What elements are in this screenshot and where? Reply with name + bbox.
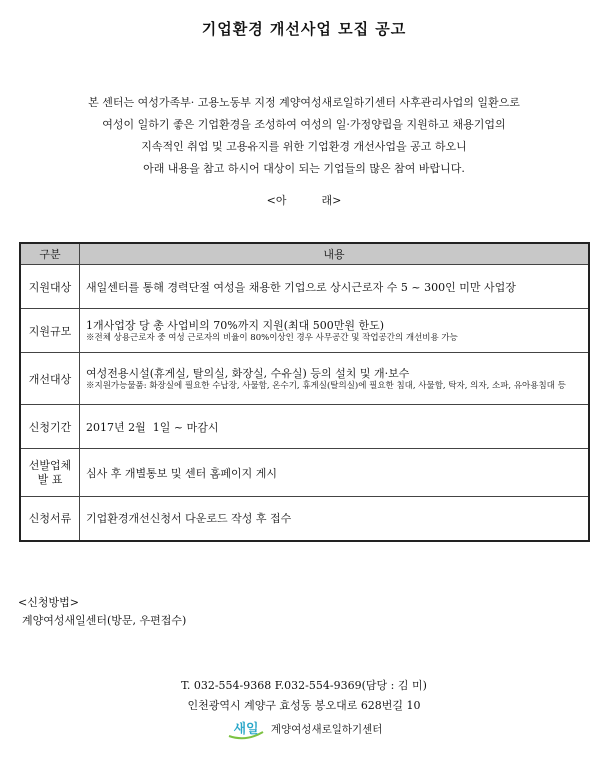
table-row — [20, 353, 589, 405]
intro-line: 아래 내용을 참고 하시어 대상이 되는 기업들의 많은 참여 바랍니다. — [143, 162, 465, 175]
table-row — [20, 309, 589, 353]
row-content-main: 1개사업장 당 총 사업비의 70%까지 지원(최대 500만원 한도) — [86, 319, 385, 332]
table-row — [20, 265, 589, 309]
table-row — [20, 405, 589, 449]
row-note: ※지원가능물품: 화장실에 필요한 수납장, 사물함, 온수기, 휴게실(탈의실)에 필요한 침대, 사물함, 탁자, 의자, 소파, 유아용침대 등 — [86, 381, 566, 391]
contact-numbers: T. 032-554-9368 F.032-554-9369(담당 : 김 미) — [181, 679, 427, 692]
row-label: 신청서류 — [20, 497, 80, 541]
header-category: 구분 — [20, 243, 80, 265]
row-content — [80, 309, 590, 353]
info-table — [19, 242, 590, 542]
row-label: 지원대상 — [20, 265, 80, 309]
table-row — [20, 497, 589, 541]
address: 인천광역시 계양구 효성동 봉오대로 628번길 10 — [187, 699, 421, 712]
row-content: 2017년 2월 1일 ~ 마감시 — [80, 405, 590, 449]
intro-line: 본 센터는 여성가족부· 고용노동부 지정 계양여성새로일하기센터 사후관리사업의 일환으로 — [88, 96, 520, 109]
footer-contact — [0, 676, 608, 716]
page-title: 기업환경 개선사업 모집 공고 — [201, 20, 407, 38]
row-label: 신청기간 — [20, 405, 80, 449]
row-content: 심사 후 개별통보 및 센터 홈페이지 게시 — [80, 449, 590, 497]
row-content-main: 여성전용시설(휴게실, 탈의실, 화장실, 수유실) 등의 설치 및 개·보수 — [86, 367, 410, 380]
row-label: 선발업체 발 표 — [20, 449, 80, 497]
table-row — [20, 449, 589, 497]
table-header-row — [20, 243, 589, 265]
intro-line: 여성이 일하기 좋은 기업환경을 조성하여 여성의 일·가정양립을 지원하고 채용기업의 — [102, 118, 506, 131]
method-text: 계양여성새일센터(방문, 우편접수) — [22, 614, 187, 627]
row-content: 기업환경개선신청서 다운로드 작성 후 접수 — [80, 497, 590, 541]
header-content: 내용 — [80, 243, 590, 265]
row-note: ※전체 상용근로자 중 여성 근로자의 비율이 80%이상인 경우 사무공간 및 작업공간의 개선비용 가능 — [86, 333, 458, 343]
row-content: 새일센터를 통해 경력단절 여성을 채용한 기업으로 상시근로자 수 5 ~ 300인 미만 사업장 — [80, 265, 590, 309]
method-heading: <신청방법> — [18, 596, 79, 609]
org-logo-row — [0, 718, 608, 740]
intro-text — [18, 92, 590, 180]
row-label: 개선대상 — [20, 353, 80, 405]
row-content — [80, 353, 590, 405]
logo-text: 새일 — [232, 722, 259, 737]
org-name: 계양여성새로일하기센터 — [270, 723, 383, 736]
saeil-logo-icon — [226, 718, 266, 740]
application-method — [18, 594, 186, 630]
intro-line: 지속적인 취업 및 고용유지를 위한 기업환경 개선사업을 공고 하오니 — [141, 140, 467, 153]
row-label: 지원규모 — [20, 309, 80, 353]
section-heading: <아 래> — [266, 194, 342, 207]
